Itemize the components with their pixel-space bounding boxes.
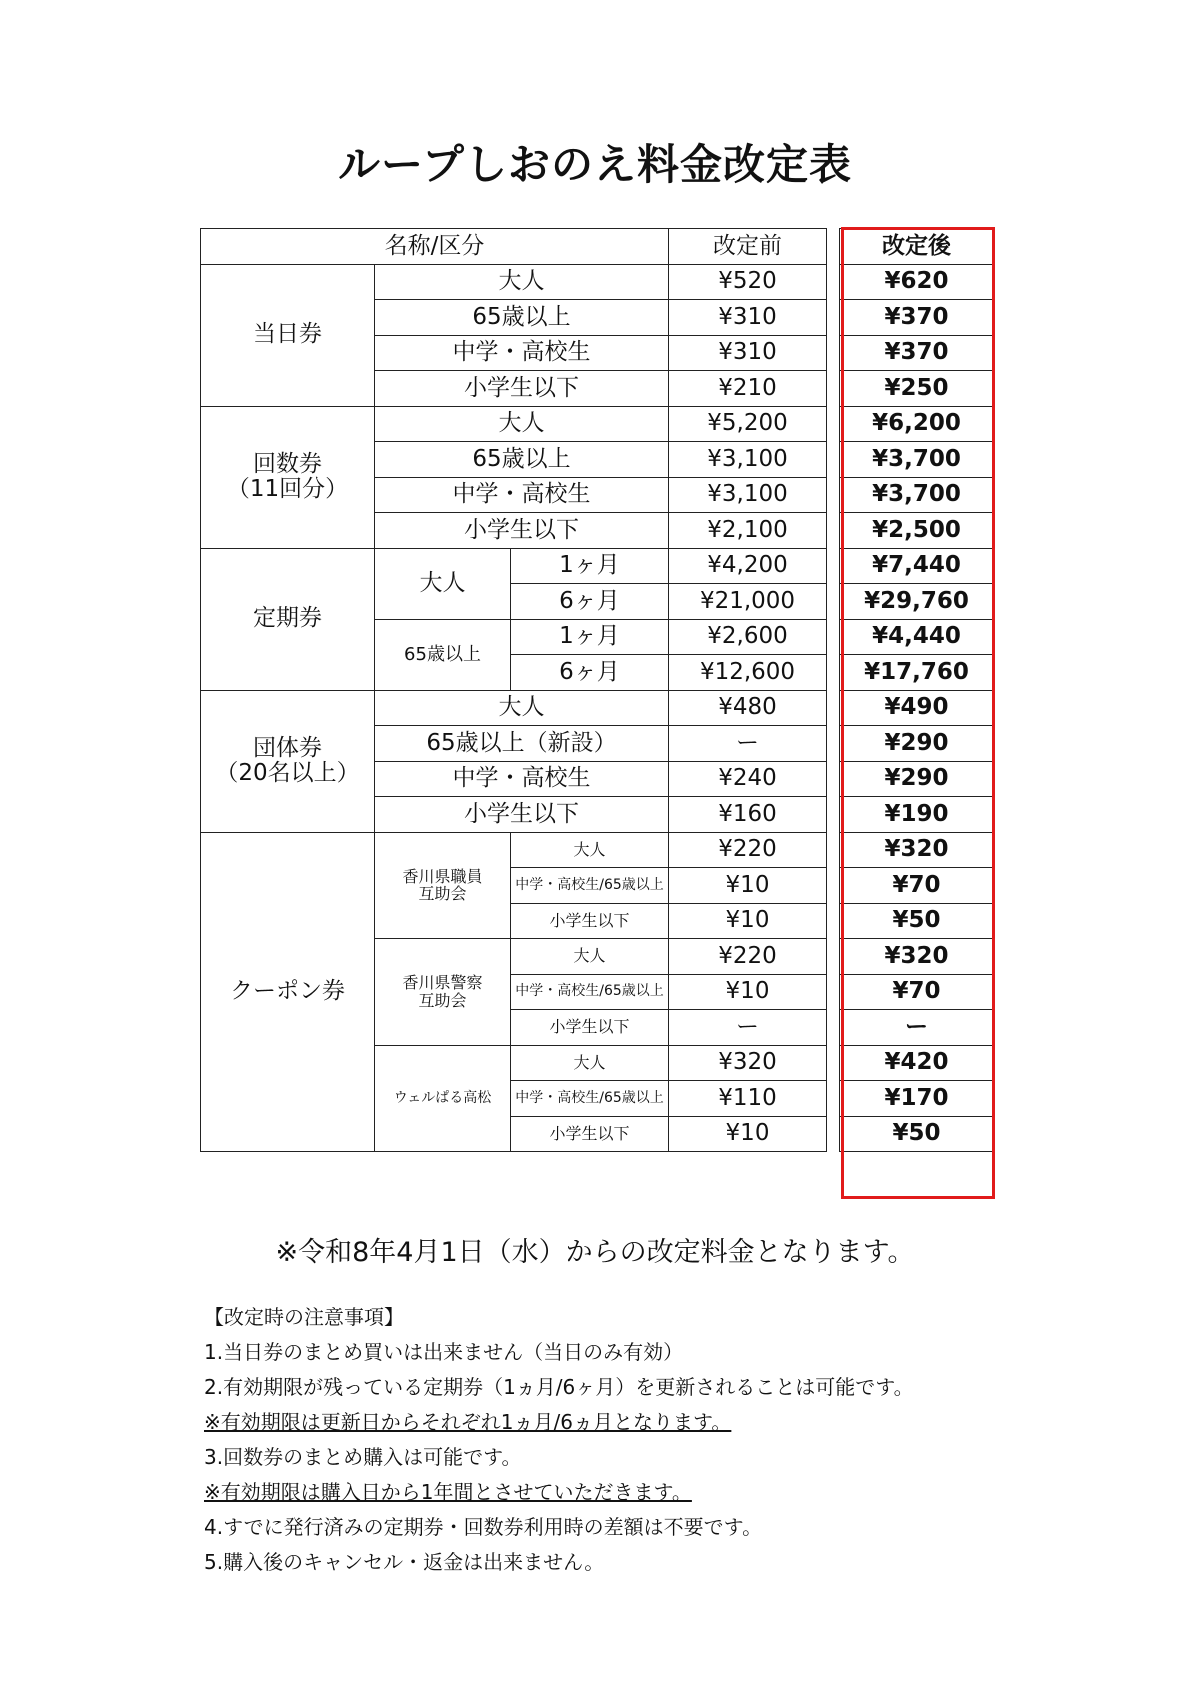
price-after: ¥70	[840, 868, 994, 904]
price-before: ¥110	[669, 1081, 827, 1117]
row-label: 中学・高校生/65歳以上	[511, 974, 669, 1010]
row-label: 大人	[511, 939, 669, 975]
price-after: ¥70	[840, 974, 994, 1010]
header-category: 名称/区分	[201, 229, 669, 265]
price-before: ¥5,200	[669, 406, 827, 442]
header-after: 改定後	[840, 229, 994, 265]
price-after: ¥170	[840, 1081, 994, 1117]
table-row	[201, 264, 994, 300]
row-label: 小学生以下	[511, 1010, 669, 1046]
price-after: ¥250	[840, 371, 994, 407]
price-after: ¥290	[840, 726, 994, 762]
effective-date-note: ※令和8年4月1日（水）からの改定料金となります。	[275, 1237, 915, 1268]
coupon-group-label	[375, 1045, 511, 1152]
price-before: ¥210	[669, 371, 827, 407]
notes-heading: 【改定時の注意事項】	[204, 1305, 404, 1329]
price-after: ¥620	[840, 264, 994, 300]
price-before: ¥520	[669, 264, 827, 300]
price-after: ¥2,500	[840, 513, 994, 549]
row-label: 大人	[375, 690, 669, 726]
row-label: 大人	[511, 1045, 669, 1081]
note-item: 4.すでに発行済みの定期券・回数券利用時の差額は不要です。	[204, 1515, 763, 1539]
price-after: ¥50	[840, 1116, 994, 1152]
price-before: ¥240	[669, 761, 827, 797]
period-label: 6ヶ月	[511, 584, 669, 620]
row-label: 中学・高校生	[375, 335, 669, 371]
coupon-group-line1: 香川県警察	[402, 973, 483, 993]
notes-section	[204, 1300, 914, 1580]
table-row	[201, 548, 994, 584]
table-row	[201, 832, 994, 868]
period-label: 1ヶ月	[511, 619, 669, 655]
note-item: 3.回数券のまとめ購入は可能です。	[204, 1445, 522, 1469]
note-item: 1.当日券のまとめ買いは出来ません（当日のみ有効）	[204, 1340, 684, 1364]
price-before: ¥21,000	[669, 584, 827, 620]
price-after: ¥4,440	[840, 619, 994, 655]
day-ticket-label: 当日券	[201, 264, 375, 406]
price-before: ¥310	[669, 300, 827, 336]
price-after: ¥29,760	[840, 584, 994, 620]
price-before: ¥160	[669, 797, 827, 833]
coupon-group-label	[375, 939, 511, 1046]
row-label: 中学・高校生/65歳以上	[511, 1081, 669, 1117]
coupon-group-label	[375, 832, 511, 939]
price-after: ¥17,760	[840, 655, 994, 691]
row-label: 大人	[375, 406, 669, 442]
commuter-pass-label: 定期券	[201, 548, 375, 690]
row-label: 小学生以下	[511, 1116, 669, 1152]
price-after: ¥6,200	[840, 406, 994, 442]
header-before: 改定前	[669, 229, 827, 265]
coupon-book-title: 回数券	[253, 450, 322, 477]
coupon-group-line1: ウェルぱる高松	[393, 1089, 492, 1106]
row-label: 65歳以上（新設）	[375, 726, 669, 762]
table-row	[201, 406, 994, 442]
note-item: 5.購入後のキャンセル・返金は出来ません。	[204, 1550, 605, 1574]
note-item: ※有効期限は更新日からそれぞれ1ヵ月/6ヵ月となります。	[204, 1410, 732, 1434]
price-before: ¥10	[669, 1116, 827, 1152]
group-label: 大人	[375, 548, 511, 619]
coupon-group-line2: 互助会	[418, 990, 467, 1010]
price-before: ¥10	[669, 903, 827, 939]
price-before: ¥3,100	[669, 477, 827, 513]
note-item: 2.有効期限が残っている定期券（1ヵ月/6ヶ月）を更新されることは可能です。	[204, 1375, 914, 1399]
price-after: ¥7,440	[840, 548, 994, 584]
group-label: 65歳以上	[375, 619, 511, 690]
group-ticket-sublabel: （20名以上）	[215, 760, 360, 786]
price-after: ¥50	[840, 903, 994, 939]
coupon-book-label	[201, 406, 375, 548]
row-label: 中学・高校生	[375, 477, 669, 513]
row-label: 大人	[511, 832, 669, 868]
notes-list	[204, 1335, 914, 1580]
price-after: ¥420	[840, 1045, 994, 1081]
period-label: 6ヶ月	[511, 655, 669, 691]
price-before: ¥2,600	[669, 619, 827, 655]
price-before: ¥2,100	[669, 513, 827, 549]
price-before: ¥310	[669, 335, 827, 371]
price-after: ー	[840, 1010, 994, 1046]
price-before: ー	[669, 1010, 827, 1046]
price-after: ¥320	[840, 832, 994, 868]
row-label: 小学生以下	[375, 797, 669, 833]
price-after: ¥370	[840, 300, 994, 336]
row-label: 大人	[375, 264, 669, 300]
price-after: ¥290	[840, 761, 994, 797]
row-label: 中学・高校生/65歳以上	[511, 868, 669, 904]
fare-table	[200, 228, 994, 1152]
row-label: 小学生以下	[375, 371, 669, 407]
price-before: ¥4,200	[669, 548, 827, 584]
row-label: 中学・高校生	[375, 761, 669, 797]
row-label: 65歳以上	[375, 442, 669, 478]
header-row	[201, 229, 994, 265]
price-after: ¥490	[840, 690, 994, 726]
row-label: 小学生以下	[375, 513, 669, 549]
period-label: 1ヶ月	[511, 548, 669, 584]
group-ticket-label	[201, 690, 375, 832]
group-ticket-title: 団体券	[253, 734, 322, 761]
price-before: ¥10	[669, 974, 827, 1010]
table-row	[201, 690, 994, 726]
price-before: ¥220	[669, 832, 827, 868]
price-before: ¥10	[669, 868, 827, 904]
price-before: ¥220	[669, 939, 827, 975]
coupon-group-line2: 互助会	[418, 884, 467, 904]
price-before: ¥3,100	[669, 442, 827, 478]
price-after: ¥3,700	[840, 477, 994, 513]
price-before: ¥320	[669, 1045, 827, 1081]
coupon-book-sublabel: （11回分）	[226, 476, 349, 502]
coupon-ticket-label: クーポン券	[201, 832, 375, 1152]
price-after: ¥190	[840, 797, 994, 833]
price-after: ¥3,700	[840, 442, 994, 478]
page-title: ループしおのえ料金改定表	[338, 140, 852, 189]
price-before: ¥480	[669, 690, 827, 726]
row-label: 小学生以下	[511, 903, 669, 939]
price-before: ¥12,600	[669, 655, 827, 691]
note-item: ※有効期限は購入日から1年間とさせていただきます。	[204, 1480, 692, 1504]
price-before: ー	[669, 726, 827, 762]
row-label: 65歳以上	[375, 300, 669, 336]
price-after: ¥320	[840, 939, 994, 975]
price-after: ¥370	[840, 335, 994, 371]
coupon-group-line1: 香川県職員	[402, 866, 483, 886]
